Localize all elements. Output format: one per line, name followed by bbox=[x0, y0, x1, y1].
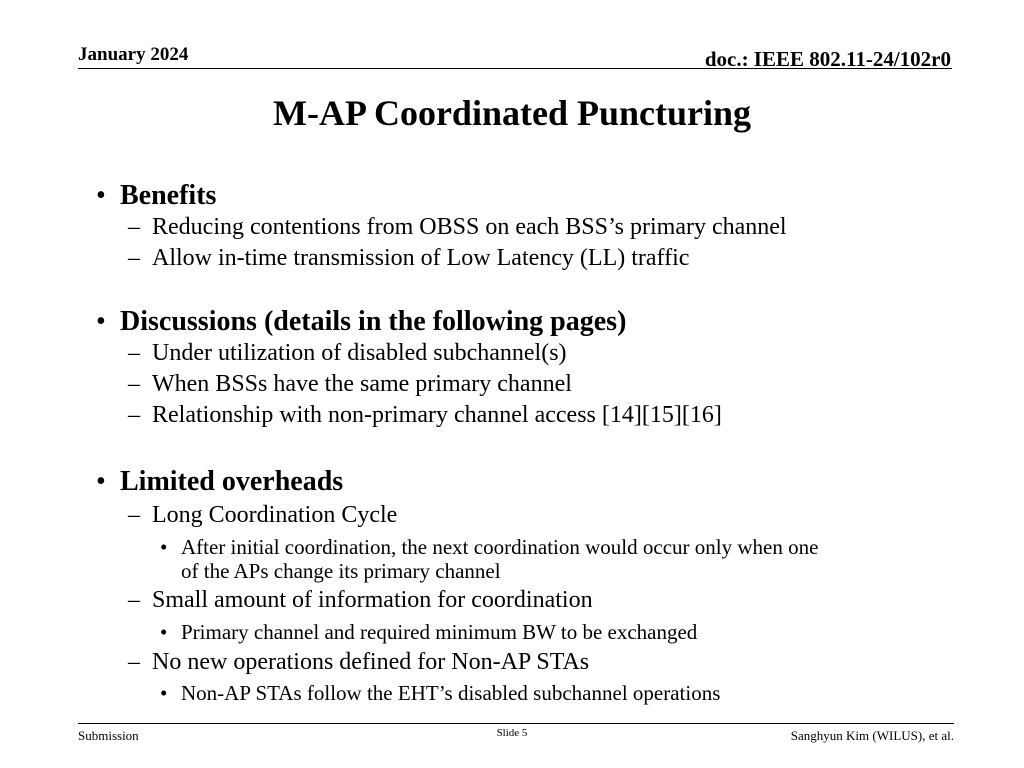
bullet-heading-benefits: Benefits bbox=[120, 180, 217, 211]
overhead-sub-item-continuation: of the APs change its primary channel bbox=[181, 559, 501, 583]
slide-title: M-AP Coordinated Puncturing bbox=[272, 93, 751, 133]
header-date: January 2024 bbox=[78, 44, 189, 65]
overhead-item: No new operations defined for Non-AP STAs bbox=[152, 649, 590, 675]
discussion-item: Relationship with non-primary channel access [14][15][16] bbox=[152, 402, 722, 428]
dash-marker: – bbox=[128, 371, 140, 397]
bullet-marker: • bbox=[96, 306, 106, 337]
footer-submission: Submission bbox=[78, 728, 139, 743]
dash-marker: – bbox=[128, 340, 140, 366]
bullet-marker: • bbox=[96, 180, 106, 211]
dash-marker: – bbox=[128, 649, 140, 675]
overhead-sub-item: Primary channel and required minimum BW to be exchanged bbox=[181, 620, 698, 644]
sub-bullet-marker: • bbox=[160, 681, 168, 705]
overhead-item: Long Coordination Cycle bbox=[152, 502, 398, 528]
overhead-item: Small amount of information for coordination bbox=[152, 587, 593, 613]
footer-slide-number: Slide 5 bbox=[496, 727, 528, 739]
dash-marker: – bbox=[128, 587, 140, 613]
discussion-item: When BSSs have the same primary channel bbox=[152, 371, 572, 397]
bullet-heading-overheads: Limited overheads bbox=[120, 466, 344, 497]
benefit-item: Allow in-time transmission of Low Latency (LL) traffic bbox=[152, 245, 690, 271]
discussion-item: Under utilization of disabled subchannel(s) bbox=[152, 340, 567, 366]
footer-rule bbox=[78, 723, 954, 724]
benefit-item: Reducing contentions from OBSS on each BSS’s primary channel bbox=[152, 214, 787, 240]
header-doc-id: doc.: IEEE 802.11-24/102r0 bbox=[704, 47, 951, 71]
dash-marker: – bbox=[128, 245, 140, 271]
sub-bullet-marker: • bbox=[160, 620, 168, 644]
bullet-marker: • bbox=[96, 466, 106, 497]
footer-author: Sanghyun Kim (WILUS), et al. bbox=[790, 728, 954, 743]
bullet-heading-discussions: Discussions (details in the following pages) bbox=[120, 306, 627, 337]
dash-marker: – bbox=[128, 502, 140, 528]
sub-bullet-marker: • bbox=[160, 535, 168, 559]
overhead-sub-item: After initial coordination, the next coordination would occur only when one bbox=[181, 535, 819, 559]
dash-marker: – bbox=[128, 214, 140, 240]
overhead-sub-item: Non-AP STAs follow the EHT’s disabled subchannel operations bbox=[181, 681, 721, 705]
dash-marker: – bbox=[128, 402, 140, 428]
